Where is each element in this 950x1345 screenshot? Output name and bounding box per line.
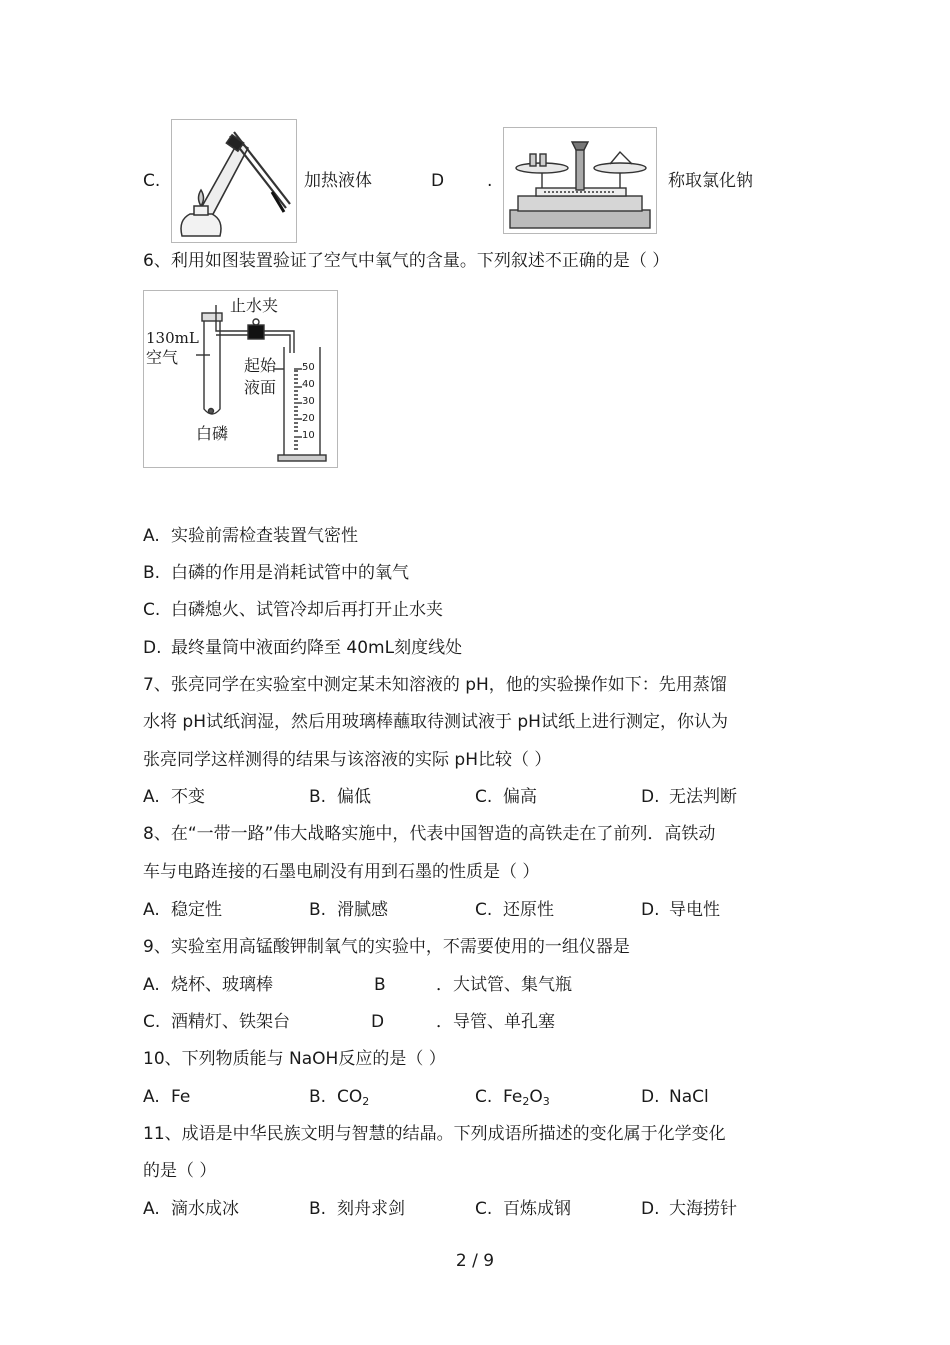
q8-option-d — [641, 899, 720, 921]
option-text: O — [529, 1087, 543, 1107]
q6-option-c — [143, 599, 443, 621]
q11-option-b — [309, 1198, 405, 1220]
q7-option-b — [309, 786, 371, 808]
q11-option-a — [143, 1198, 239, 1220]
option-text: CO — [337, 1087, 363, 1107]
option-letter: D — [371, 1012, 385, 1032]
option-text: Fe — [171, 1087, 191, 1107]
clamp-label: 止水夹 — [230, 296, 279, 315]
q10-option-a — [143, 1086, 190, 1108]
balance-scale-icon — [504, 128, 656, 233]
option-letter: D. — [641, 787, 660, 807]
q8-option-c — [475, 899, 554, 921]
option-text: 最终量筒中液面约降至 40mL刻度线处 — [171, 638, 463, 658]
q11-line-2: 的是（ ） — [143, 1161, 217, 1181]
q9-option-d — [371, 1011, 555, 1033]
option-letter: C. — [475, 787, 493, 807]
q10-stem: 10、下列物质能与 NaOH反应的是（ ） — [143, 1049, 446, 1069]
q9-options-row-1 — [143, 974, 843, 996]
option-text: 白磷熄火、试管冷却后再打开止水夹 — [171, 600, 443, 620]
q7-option-d — [641, 786, 737, 808]
option-text: 烧杯、玻璃棒 — [171, 975, 273, 995]
white-phosphorus-label: 白磷 — [196, 424, 229, 443]
q10-option-d — [641, 1086, 709, 1108]
scale-tick-label: 50 — [302, 362, 315, 373]
q7-option-c — [475, 786, 537, 808]
option-letter: A. — [143, 975, 160, 995]
test-tube-heating-icon — [172, 120, 296, 242]
option-letter: D. — [641, 1199, 660, 1219]
option-letter: A. — [143, 526, 160, 546]
q11-options — [143, 1198, 843, 1220]
option-letter: A. — [143, 787, 160, 807]
q6-option-b — [143, 562, 409, 584]
option-letter: B. — [309, 1087, 327, 1107]
scale-tick-label: 30 — [302, 396, 315, 407]
option-letter: D. — [143, 638, 162, 658]
option-letter: D. — [641, 900, 660, 920]
q7-line-2: 水将 pH试纸润湿，然后用玻璃棒蘸取待测试液于 pH试纸上进行测定，你认为 — [143, 712, 728, 732]
option-text: 滴水成冰 — [171, 1199, 239, 1219]
option-text: 偏高 — [503, 787, 537, 807]
heating-liquid-figure — [171, 119, 297, 243]
option-text: 刻舟求剑 — [337, 1199, 405, 1219]
q9-options-row-2 — [143, 1011, 843, 1033]
q8-line-2: 车与电路连接的石墨电刷没有用到石墨的性质是（ ） — [143, 862, 540, 882]
q6-option-d — [143, 637, 462, 659]
page-number: 2 / 9 — [455, 1251, 495, 1271]
q5-option-d-text: 称取氯化钠 — [668, 171, 753, 191]
option-letter: B. — [309, 900, 327, 920]
q10-option-b — [309, 1086, 369, 1108]
q9-stem: 9、实验室用高锰酸钾制氧气的实验中，不需要使用的一组仪器是 — [143, 937, 630, 957]
option-letter: C. — [475, 900, 493, 920]
option-text: 无法判断 — [669, 787, 737, 807]
option-letter: B. — [309, 1199, 327, 1219]
oxygen-experiment-figure — [143, 290, 338, 468]
option-text: 偏低 — [337, 787, 371, 807]
option-letter: A. — [143, 900, 160, 920]
q5-option-c-text: 加热液体 — [304, 171, 372, 191]
option-letter: C. — [143, 1012, 161, 1032]
q8-option-a — [143, 899, 222, 921]
option-letter: B. — [143, 563, 161, 583]
air-volume-label: 130mL — [146, 329, 199, 347]
q11-option-c — [475, 1198, 571, 1220]
subscript: 2 — [362, 1095, 370, 1108]
q8-options — [143, 899, 843, 921]
balance-figure — [503, 127, 657, 234]
option-text: 实验前需检查装置气密性 — [171, 526, 358, 546]
q7-line-3: 张亮同学这样测得的结果与该溶液的实际 pH比较（ ） — [143, 750, 552, 770]
subscript: 2 — [522, 1095, 530, 1108]
option-text: 百炼成钢 — [503, 1199, 571, 1219]
q8-option-b — [309, 899, 388, 921]
q5-option-d-letter: D — [431, 171, 445, 191]
q5-option-d-dot: . — [487, 171, 493, 191]
cylinder-scale — [302, 359, 315, 444]
q10-option-c — [475, 1086, 550, 1108]
start-level-label-2: 液面 — [244, 378, 277, 397]
scale-tick-label: 20 — [302, 413, 315, 424]
option-text: 不变 — [171, 787, 205, 807]
scale-tick-label: 40 — [302, 379, 315, 390]
option-text: 导电性 — [669, 900, 720, 920]
option-text: 大海捞针 — [669, 1199, 737, 1219]
start-level-label-1: 起始 — [244, 356, 277, 375]
option-letter: A. — [143, 1087, 160, 1107]
option-letter: C. — [475, 1087, 493, 1107]
q7-option-a — [143, 786, 205, 808]
option-letter: C. — [475, 1199, 493, 1219]
q8-line-1: 8、在“一带一路”伟大战略实施中，代表中国智造的高铁走在了前列．高铁动 — [143, 824, 716, 844]
air-label: 空气 — [146, 348, 179, 367]
scale-tick-label: 10 — [302, 430, 315, 441]
q7-line-1: 7、张亮同学在实验室中测定某未知溶液的 pH，他的实验操作如下：先用蒸馏 — [143, 675, 727, 695]
q9-option-a — [143, 974, 273, 996]
option-letter: B — [374, 975, 386, 995]
option-text: Fe — [503, 1087, 523, 1107]
q9-option-b — [374, 974, 572, 996]
option-text: ．导管、单孔塞 — [436, 1012, 555, 1032]
q9-option-c — [143, 1011, 290, 1033]
option-text: 稳定性 — [171, 900, 222, 920]
q6-option-a — [143, 525, 358, 547]
q6-stem: 6、利用如图装置验证了空气中氧气的含量。下列叙述不正确的是（ ） — [143, 251, 670, 271]
q5-option-c-letter: C. — [143, 171, 161, 191]
option-text: 还原性 — [503, 900, 554, 920]
option-letter: A. — [143, 1199, 160, 1219]
option-text: 酒精灯、铁架台 — [171, 1012, 290, 1032]
q11-option-d — [641, 1198, 737, 1220]
option-letter: C. — [143, 600, 161, 620]
q10-options — [143, 1086, 843, 1108]
option-text: ．大试管、集气瓶 — [436, 975, 572, 995]
option-text: 白磷的作用是消耗试管中的氧气 — [171, 563, 409, 583]
option-text: NaCl — [669, 1087, 709, 1107]
option-text: 滑腻感 — [337, 900, 388, 920]
q7-options — [143, 786, 843, 808]
option-letter: B. — [309, 787, 327, 807]
q11-line-1: 11、成语是中华民族文明与智慧的结晶。下列成语所描述的变化属于化学变化 — [143, 1124, 726, 1144]
option-letter: D. — [641, 1087, 660, 1107]
subscript: 3 — [542, 1095, 550, 1108]
